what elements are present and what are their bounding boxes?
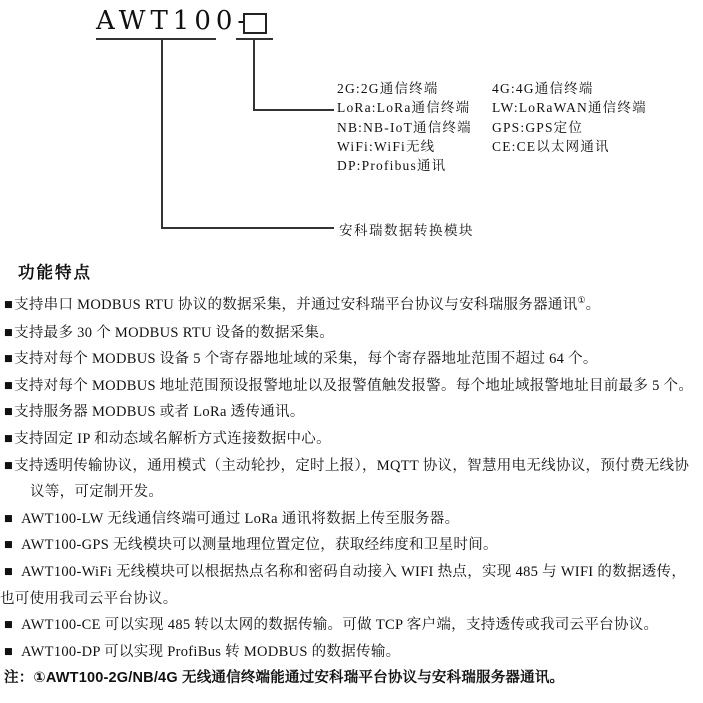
bullet-square-icon: ■ [4, 351, 14, 368]
feature-item [4, 532, 697, 559]
feature-text: AWT100-WiFi 无线模块可以根据热点名称和密码自动接入 WIFI 热点，实现 485 与 WIFI 的数据透传，也可使用我司云平台协议。 [0, 563, 687, 607]
feature-text: 支持对每个 MODBUS 地址范围预设报警地址以及报警值触发报警。每个地址域报警地址目前最多 5 个。 [14, 377, 694, 394]
footnote-text: 注：①AWT100-2G/NB/4G 无线通信终端能通过安科瑞平台协议与安科瑞服务器通讯。 [4, 670, 565, 687]
bullet-square-icon: ■ [4, 537, 14, 554]
connector-vertical-left [161, 40, 163, 228]
feature-item [4, 453, 697, 506]
box-underline [236, 38, 273, 40]
feature-text: 支持透明传输协议，通用模式（主动轮抄，定时上报），MQTT 协议，智慧用电无线协议，预付费无线协议等，可定制开发。 [14, 457, 690, 501]
bullet-square-icon: ■ [4, 404, 14, 421]
bullet-square-icon: ■ [4, 510, 14, 527]
feature-item [4, 612, 697, 639]
footnote-marker: ① [577, 295, 586, 305]
feature-item [4, 320, 697, 347]
connector-horizontal-options [253, 109, 334, 111]
feature-text: 支持串口 MODBUS RTU 协议的数据采集，并通过安科瑞平台协议与安科瑞服务器通讯 [14, 297, 578, 313]
model-option: 4G:4G通信终端 [492, 81, 594, 96]
feature-item [4, 506, 697, 533]
connector-vertical-right [253, 40, 255, 110]
feature-text: 支持最多 30 个 MODBUS RTU 设备的数据采集。 [14, 324, 335, 341]
bullet-square-icon: ■ [4, 563, 14, 580]
feature-item [4, 426, 697, 453]
bullet-square-icon: ■ [4, 643, 14, 660]
feature-text: AWT100-DP 可以实现 ProfiBus 转 MODBUS 的数据传输。 [21, 643, 401, 660]
feature-item [0, 559, 697, 612]
model-option: LoRa:LoRa通信终端 [337, 100, 471, 116]
feature-item [4, 399, 697, 426]
bullet-square-icon: ■ [4, 430, 14, 447]
bullet-square-icon: ■ [4, 617, 14, 634]
features-heading: 功能特点 [18, 264, 92, 282]
bullet-square-icon: ■ [4, 457, 14, 474]
model-code-box [243, 13, 267, 34]
model-option: LW:LoRaWAN通信终端 [492, 100, 647, 116]
feature-item [4, 346, 697, 373]
model-option: GPS:GPS定位 [492, 119, 584, 135]
feature-text: 。 [585, 297, 601, 313]
model-prefix-text: AWT100- [96, 6, 252, 36]
feature-text: AWT100-CE 可以实现 485 转以太网的数据传输。可做 TCP 客户端，支持透传或我司云平台协议。 [21, 617, 659, 634]
feature-item [4, 373, 697, 400]
feature-text: 支持服务器 MODBUS 或者 LoRa 透传通讯。 [14, 404, 305, 421]
model-option: DP:Profibus通讯 [337, 158, 447, 174]
bullet-square-icon: ■ [4, 324, 14, 341]
model-naming-diagram [0, 0, 703, 262]
connector-horizontal-bottom [161, 227, 334, 229]
feature-text: AWT100-LW 无线通信终端可通过 LoRa 通讯将数据上传至服务器。 [21, 510, 460, 527]
model-option: 2G:2G通信终端 [337, 81, 439, 96]
feature-list [0, 292, 697, 665]
prefix-underline [96, 38, 216, 40]
model-options-left-column [337, 79, 472, 175]
feature-item [4, 292, 697, 320]
bullet-square-icon: ■ [4, 297, 14, 313]
model-option: CE:CE以太网通讯 [492, 138, 610, 154]
features-section [0, 262, 703, 692]
feature-item [4, 639, 697, 666]
module-description-label: 安科瑞数据转换模块 [339, 223, 474, 238]
model-option: NB:NB-IoT通信终端 [337, 119, 472, 135]
model-options-right-column [492, 79, 647, 156]
bullet-square-icon: ■ [4, 377, 14, 394]
model-option: WiFi:WiFi无线 [337, 138, 436, 154]
feature-text: 支持固定 IP 和动态域名解析方式连接数据中心。 [14, 430, 331, 447]
feature-text: AWT100-GPS 无线模块可以测量地理位置定位，获取经纬度和卫星时间。 [21, 537, 498, 554]
feature-text: 支持对每个 MODBUS 设备 5 个寄存器地址域的采集，每个寄存器地址范围不超过 64 个。 [14, 351, 598, 368]
